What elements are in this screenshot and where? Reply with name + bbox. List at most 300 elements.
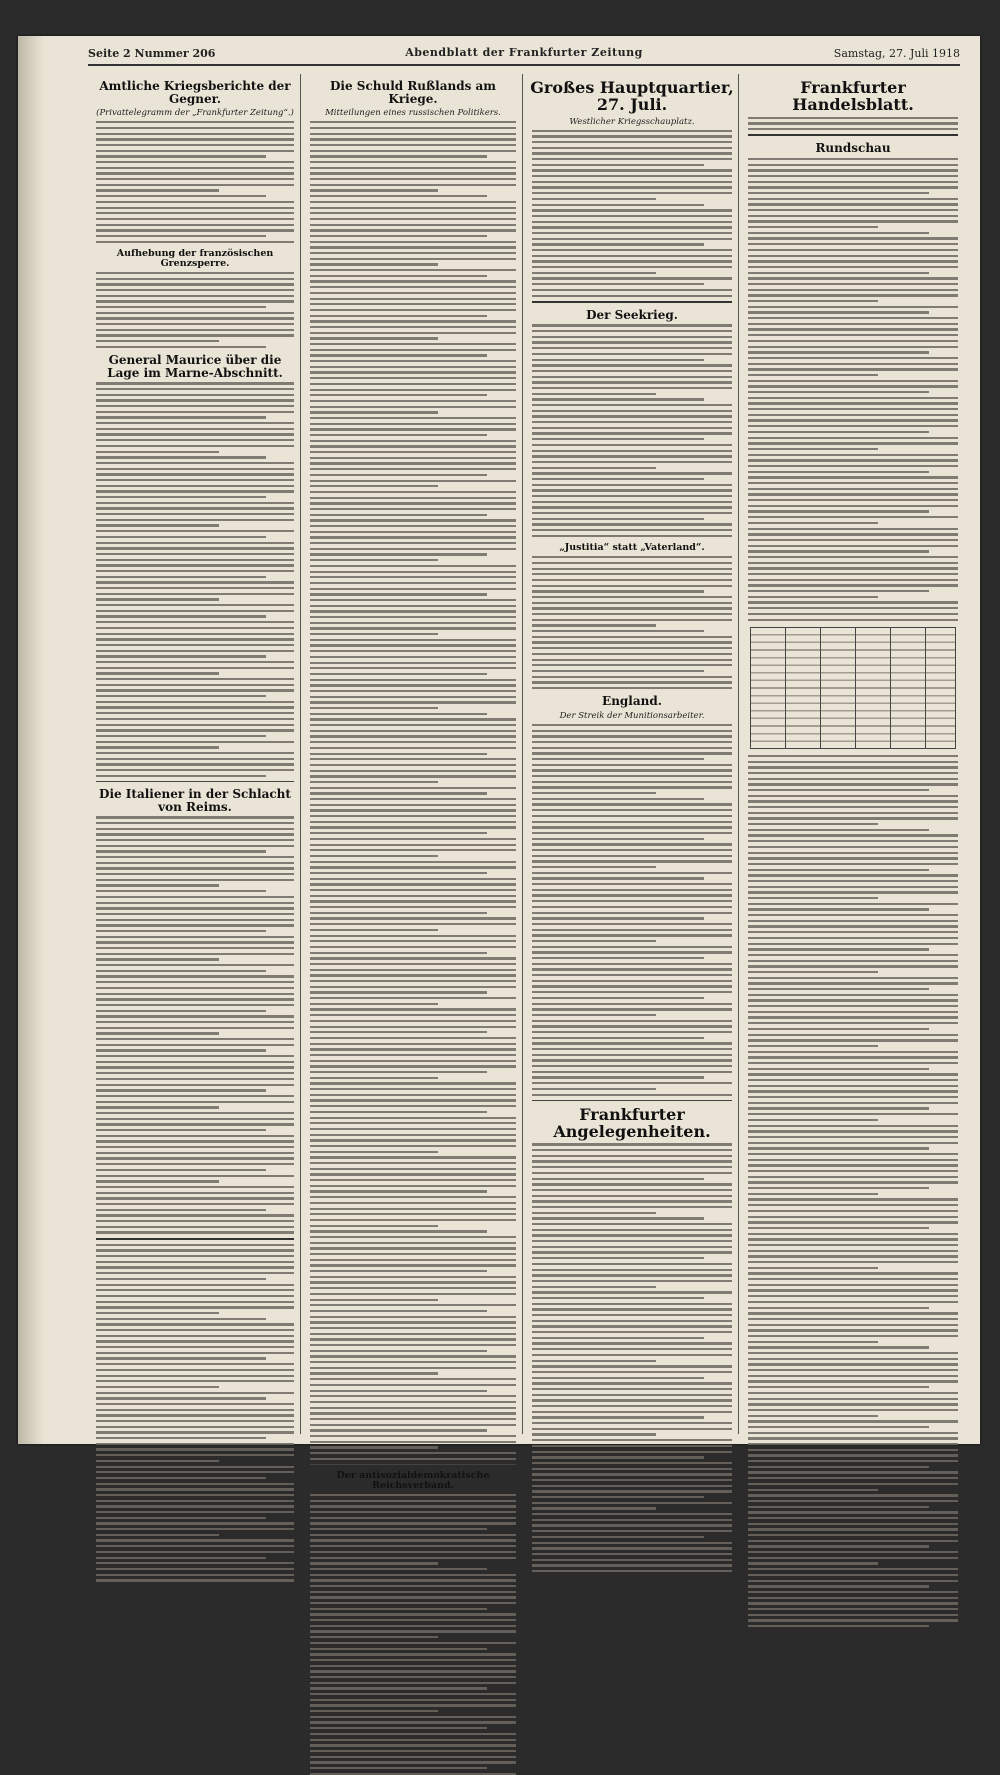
divider [96, 781, 294, 782]
text-line [310, 1710, 438, 1712]
text-line [532, 1360, 656, 1362]
text-line [748, 1289, 958, 1291]
text-line [532, 781, 732, 783]
text-line [748, 1170, 958, 1172]
text-line [532, 1490, 732, 1492]
text-line [748, 128, 958, 130]
text-line [748, 1585, 929, 1587]
text-line [532, 1286, 656, 1288]
text-line [310, 582, 516, 584]
text-line [310, 1452, 516, 1454]
headline-england: England. [602, 694, 662, 709]
text-line [96, 1380, 294, 1382]
text-line [310, 741, 516, 743]
text-line [310, 809, 516, 811]
text-line [748, 1358, 958, 1360]
text-line [96, 1044, 294, 1046]
text-line [310, 1003, 438, 1005]
text-line [96, 507, 294, 509]
text-line [96, 1460, 219, 1462]
text-line [748, 601, 958, 603]
text-line [748, 539, 958, 541]
text-line [748, 1301, 958, 1303]
text-line [748, 789, 929, 791]
text-line [96, 1101, 294, 1103]
text-line [96, 1169, 266, 1171]
text-line [748, 1574, 958, 1576]
text-line [310, 980, 516, 982]
text-line [96, 758, 294, 760]
text-line [310, 1608, 487, 1610]
text-line [532, 832, 732, 834]
text-line [748, 311, 929, 313]
text-line [96, 150, 294, 152]
text-line [748, 1562, 878, 1564]
text-line [532, 467, 656, 469]
text-line [748, 243, 958, 245]
text-line [748, 971, 878, 973]
text-line [532, 376, 732, 378]
text-line [96, 907, 294, 909]
text-line [748, 1204, 958, 1206]
text-line [748, 1443, 958, 1445]
text-line [532, 855, 732, 857]
headline-frankfurter-angelegenheiten: Frankfurter Angelegenheiten. [553, 1104, 711, 1141]
text-line [532, 1195, 732, 1197]
text-line [748, 977, 958, 979]
text-line [310, 673, 487, 675]
text-line [748, 169, 958, 171]
text-line [310, 849, 516, 851]
text-line [748, 476, 958, 478]
text-line [748, 1420, 958, 1422]
text-line [532, 1054, 732, 1056]
text-line [532, 238, 732, 240]
text-line [532, 147, 732, 149]
text-line [310, 138, 516, 140]
text-line [532, 398, 704, 400]
text-line [748, 419, 958, 421]
text-line [748, 982, 958, 984]
text-line [96, 1021, 294, 1023]
newspaper-page [18, 36, 980, 1492]
text-line [96, 587, 294, 589]
text-line [310, 280, 516, 282]
text-line [748, 317, 958, 319]
text-line [748, 755, 958, 757]
text-line [310, 1037, 516, 1039]
text-line [310, 1636, 438, 1638]
text-line [310, 1441, 516, 1443]
text-line [748, 255, 958, 257]
text-line [310, 991, 487, 993]
text-line [310, 1099, 516, 1101]
text-line [532, 752, 732, 754]
text-line [310, 212, 516, 214]
text-line [532, 512, 732, 514]
text-line [96, 229, 294, 231]
text-line [310, 639, 516, 641]
text-line [532, 1020, 732, 1022]
text-line [96, 172, 294, 174]
text-line [532, 1183, 732, 1185]
text-line [748, 874, 958, 876]
text-line [96, 530, 294, 532]
text-line [532, 1200, 732, 1202]
text-line [310, 1031, 487, 1033]
text-line [96, 1443, 294, 1445]
text-line [310, 963, 516, 965]
text-line [748, 1625, 929, 1627]
text-line [310, 150, 516, 152]
text-line [532, 974, 732, 976]
text-line [532, 1088, 656, 1090]
text-line [532, 438, 704, 440]
text-line [532, 1274, 732, 1276]
text-line [532, 1314, 732, 1316]
text-line [310, 1648, 487, 1650]
text-line [310, 838, 516, 840]
text-line [96, 1562, 294, 1564]
text-line [532, 489, 732, 491]
text-line [96, 1112, 294, 1114]
text-line [96, 1032, 219, 1034]
text-line [310, 1105, 516, 1107]
text-line [310, 969, 516, 971]
divider [748, 134, 958, 136]
text-line [96, 1192, 294, 1194]
text-line [96, 1318, 266, 1320]
text-line [96, 987, 294, 989]
text-line [748, 1221, 958, 1223]
text-line [310, 895, 516, 897]
text-line [748, 1130, 958, 1132]
text-line [748, 454, 958, 456]
subheadline-russischer-politiker: Mitteilungen eines russischen Politikers. [325, 108, 501, 119]
text-line [748, 1352, 958, 1354]
text-line [96, 167, 294, 169]
text-line [96, 684, 294, 686]
text-line [96, 964, 294, 966]
text-line [310, 309, 516, 311]
text-line [532, 226, 732, 228]
text-line [748, 800, 958, 802]
text-line [532, 215, 732, 217]
text-line [310, 1321, 516, 1323]
text-line [96, 919, 294, 921]
text-line [748, 863, 958, 865]
text-line [310, 1384, 516, 1386]
text-line [96, 207, 294, 209]
text-line [532, 985, 732, 987]
text-line [310, 1744, 516, 1746]
text-line [96, 524, 219, 526]
text-line [96, 519, 294, 521]
text-line [532, 1559, 732, 1561]
text-line [310, 855, 438, 857]
text-line [748, 999, 958, 1001]
text-line [96, 913, 294, 915]
text-line [96, 576, 266, 578]
text-line [748, 1119, 878, 1121]
text-line [96, 1231, 294, 1233]
text-line [96, 195, 266, 197]
text-line [748, 1136, 958, 1138]
text-line [532, 849, 732, 851]
text-line [532, 1320, 732, 1322]
text-line [96, 1466, 294, 1468]
text-line [310, 923, 516, 925]
text-line [310, 1395, 516, 1397]
text-line [96, 1528, 294, 1530]
text-line [532, 786, 732, 788]
text-line [532, 353, 732, 355]
text-line [532, 647, 732, 649]
text-line [310, 1247, 516, 1249]
text-line [748, 1386, 929, 1388]
text-line [96, 735, 266, 737]
text-line [748, 914, 958, 916]
text-line [532, 1530, 732, 1532]
text-line [532, 556, 732, 558]
text-line [310, 428, 516, 430]
text-line [310, 548, 516, 550]
text-line [532, 427, 732, 429]
text-line [310, 1128, 516, 1130]
text-line [532, 585, 732, 587]
text-line [96, 924, 294, 926]
text-line [532, 653, 732, 655]
text-line [532, 1456, 704, 1458]
text-line [96, 833, 294, 835]
text-line [96, 1363, 294, 1365]
text-line [310, 1242, 516, 1244]
text-line [96, 936, 294, 938]
text-line [310, 1327, 516, 1329]
text-line [532, 130, 732, 132]
text-line [310, 940, 516, 942]
text-line [748, 533, 958, 535]
text-line [310, 1522, 516, 1524]
text-line [96, 862, 294, 864]
text-line [310, 286, 516, 288]
text-line [96, 638, 294, 640]
text-line [532, 923, 732, 925]
text-line [310, 1185, 516, 1187]
text-line [310, 417, 516, 419]
text-line [532, 1513, 732, 1515]
text-line [96, 1471, 294, 1473]
text-line [532, 730, 732, 732]
text-line [96, 513, 294, 515]
text-line [96, 1511, 294, 1513]
text-line [532, 249, 732, 251]
text-line [748, 761, 958, 763]
text-line [310, 1026, 516, 1028]
text-line [310, 229, 516, 231]
article-text [532, 324, 732, 537]
text-line [310, 1579, 516, 1581]
text-line [748, 891, 958, 893]
text-line [748, 1113, 958, 1115]
issue-date: Samstag, 27. Juli 1918 [833, 47, 960, 60]
text-line [532, 1428, 732, 1430]
text-line [532, 175, 732, 177]
text-line [748, 448, 878, 450]
text-line [748, 1363, 958, 1365]
text-line [532, 579, 732, 581]
text-line [96, 850, 266, 852]
text-line [96, 953, 294, 955]
text-line [532, 330, 732, 332]
text-line [310, 542, 516, 544]
text-line [532, 659, 732, 661]
text-line [532, 1094, 732, 1096]
text-line [96, 1454, 294, 1456]
text-line [748, 510, 929, 512]
text-line [96, 1477, 266, 1479]
text-line [310, 1361, 516, 1363]
text-line [310, 497, 516, 499]
text-line [310, 1259, 516, 1261]
text-line [532, 917, 704, 919]
text-line [532, 295, 732, 297]
text-line [748, 306, 958, 308]
text-line [748, 1159, 958, 1161]
text-line [748, 1090, 958, 1092]
text-line [310, 804, 516, 806]
text-line [96, 1517, 266, 1519]
text-line [532, 1564, 732, 1566]
text-line [532, 164, 704, 166]
text-line [310, 189, 438, 191]
text-line [310, 1060, 516, 1062]
text-line [96, 839, 294, 841]
text-line [96, 1278, 266, 1280]
subheadline-privattelegramm: (Privattelegramm der „Frankfurter Zeitung“.) [96, 108, 294, 119]
text-line [532, 1337, 704, 1339]
text-line [310, 1721, 516, 1723]
text-line [310, 1591, 516, 1593]
text-line [532, 1229, 732, 1231]
text-line [310, 792, 487, 794]
text-line [748, 357, 958, 359]
text-line [748, 158, 958, 160]
text-line [748, 1494, 958, 1496]
text-line [96, 1505, 294, 1507]
text-line [748, 1329, 958, 1331]
text-line [96, 958, 219, 960]
text-line [310, 1625, 516, 1627]
text-line [748, 778, 958, 780]
text-line [532, 169, 732, 171]
text-line [96, 970, 266, 972]
text-line [748, 283, 958, 285]
text-line [310, 1390, 487, 1392]
text-line [748, 1483, 958, 1485]
text-line [310, 1528, 487, 1530]
text-line [310, 246, 516, 248]
text-line [310, 1505, 516, 1507]
text-line [748, 1039, 958, 1041]
text-line [310, 195, 487, 197]
article-text [96, 121, 294, 243]
text-line [310, 508, 516, 510]
text-line [532, 415, 732, 417]
text-line [310, 1264, 516, 1266]
text-line [310, 1173, 516, 1175]
text-line [748, 1068, 929, 1070]
text-line [748, 203, 958, 205]
text-line [748, 1176, 958, 1178]
text-line [96, 1340, 294, 1342]
text-line [96, 1426, 294, 1428]
text-line [748, 226, 878, 228]
text-line [310, 1602, 516, 1604]
text-line [310, 724, 516, 726]
text-line [748, 823, 878, 825]
text-line [310, 1534, 516, 1536]
text-line [748, 192, 929, 194]
text-line [96, 1346, 294, 1348]
text-line [96, 896, 294, 898]
text-line [532, 1308, 732, 1310]
text-line [532, 1405, 732, 1407]
text-line [532, 1297, 704, 1299]
text-line [748, 402, 958, 404]
text-line [310, 258, 516, 260]
text-line [532, 370, 732, 372]
text-line [96, 201, 294, 203]
subheadline-streik: Der Streik der Munitionsarbeiter. [559, 710, 705, 721]
text-line [96, 547, 294, 549]
text-line [748, 1449, 958, 1451]
text-line [310, 917, 516, 919]
text-line [310, 935, 516, 937]
text-line [310, 1562, 438, 1564]
text-line [532, 758, 704, 760]
text-line [748, 232, 929, 234]
text-line [532, 906, 732, 908]
text-line [96, 672, 219, 674]
text-line [532, 1399, 732, 1401]
text-line [748, 1193, 878, 1195]
text-line [532, 912, 732, 914]
text-line [532, 1422, 732, 1424]
text-line [96, 1123, 294, 1125]
text-line [96, 1015, 294, 1017]
text-line [310, 224, 516, 226]
text-line [310, 519, 516, 521]
text-line [748, 1079, 958, 1081]
text-line [96, 706, 294, 708]
text-line [532, 1303, 732, 1305]
text-line [310, 1111, 487, 1113]
text-line [310, 1619, 516, 1621]
text-line [532, 1217, 704, 1219]
text-line [748, 880, 958, 882]
text-line [532, 266, 732, 268]
text-line [310, 1014, 516, 1016]
text-line [96, 1084, 294, 1086]
column-2 [304, 74, 523, 1492]
text-line [96, 445, 294, 447]
text-line [532, 1048, 732, 1050]
text-line [310, 241, 516, 243]
text-line [748, 1062, 958, 1064]
text-line [532, 1082, 732, 1084]
text-line [96, 856, 294, 858]
